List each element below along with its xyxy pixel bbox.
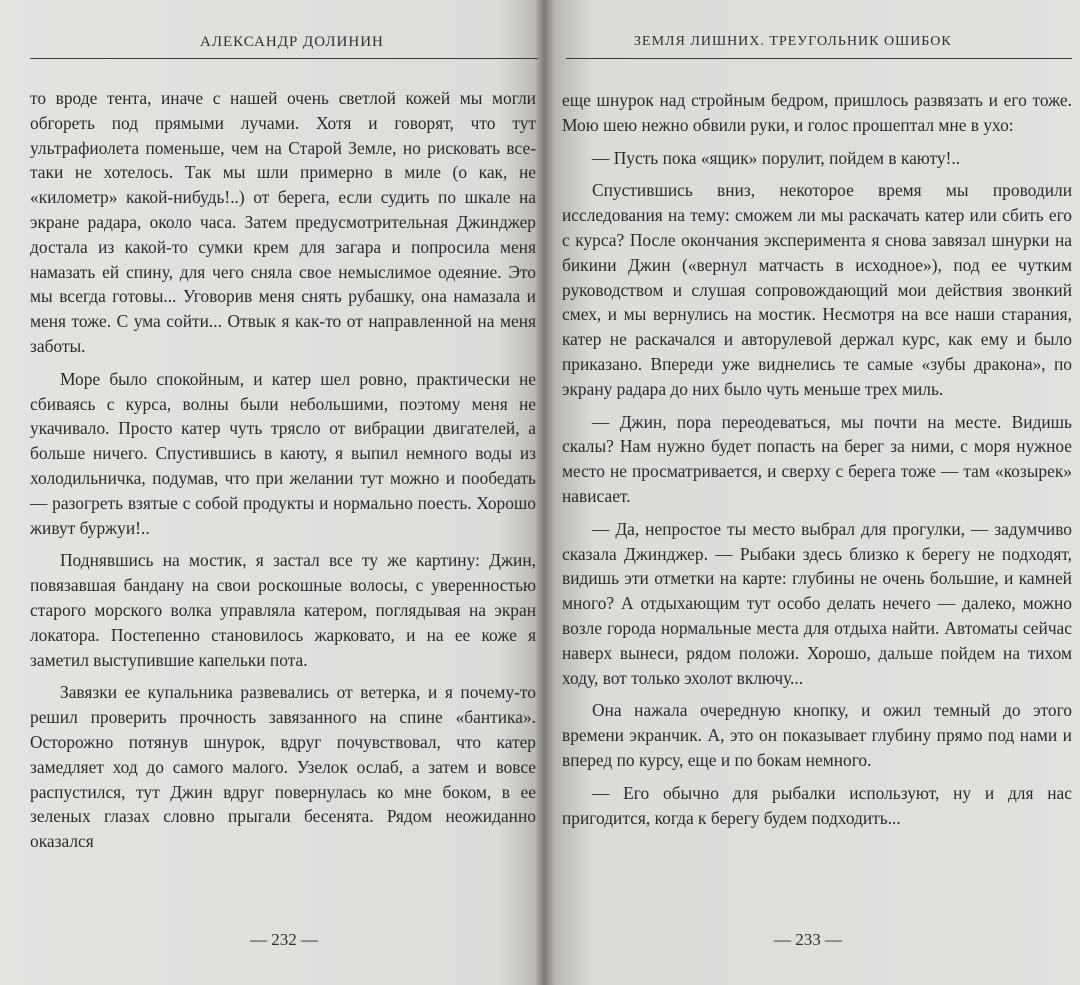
paragraph: Она нажала очередную кнопку, и ожил темный до этого времени экранчик. А, это он показывает глубину прямо под нами и вперед по курсу, еще и по бокам немного. (562, 700, 1072, 770)
page-body (30, 86, 536, 854)
paragraph: Поднявшись на мостик, я застал все ту же картину: Джин, повязавшая бандану на свои роскошные волосы, с уверенностью старого морского волка управляла катером, поглядывая на экран локатора. Постепенно становилось жарковато, и на ее коже я заметил выступившие капельки пота. (30, 550, 536, 670)
header-rule (566, 58, 1072, 59)
paragraph: Завязки ее купальника развевались от ветерка, и я почему-то решил проверить прочность завязанного на спине «бантика». Осторожно потянув шнурок, вдруг почувствовал, что катер замедляет ход до самого малого. Узелок ослаб, а затем и вовсе распустился, тут Джин вдруг повернулась ко мне боком, в ее зеленых глазах словно прыгали бесенята. Рядом неожиданно оказался (30, 682, 536, 852)
paragraph: Спустившись вниз, некоторое время мы проводили исследования на тему: сможем ли мы раскачать катер или сбить его с курса? После окончания эксперимента я снова завязал шнурки на бикини Джин («вернул матчасть в исходное»), под ее чутким руководством и слушая сопровождающий мои действия звонкий смех, и мы вернулись на мостик. Несмотря на все наши старания, катер не раскачался и авторулевой держал курс, как ему и было приказано. Впереди уже виднелись те самые «зубы дракона», по экрану радара до них было чуть меньше трех миль. (562, 180, 1072, 399)
page-number: — 233 — (774, 930, 842, 949)
page-body (562, 88, 1072, 830)
paragraph: — Джин, пора переодеваться, мы почти на месте. Видишь скалы? Нам нужно будет попасть на берег за ними, с моря нужное место не просматривается, и сверху с берега тоже — там «козырек» нависает. (562, 411, 1072, 506)
paragraph: — Да, непростое ты место выбрал для прогулки, — задумчиво сказала Джинджер. — Рыбаки здесь близко к берегу не подходят, видишь эти отметки на карте: глубины не очень большие, и камней много? А отдыхающим тут особо делать нечего — далеко, можно возле города нормальные места для отдыха найти. Автоматы сейчас наверх вынеси, рядом положи. Хорошо, дальше пойдем на тихом ходу, вот только эхолот включу... (562, 518, 1072, 688)
paragraph: то вроде тента, иначе с нашей очень светлой кожей мы могли обгореть под прямыми лучами. Хотя и говорят, что тут ультрафиолета поменьше, чем на Старой Земле, но рисковать все-таки не хотелось. Так мы шли примерно в миле (о как, не «километр» какой-нибудь!..) от берега, если судить по шкале на экране радара, около часа. Затем предусмотрительная Джинджер достала из какой-то сумки крем для загара и попросила меня намазать ей спину, для чего сняла свое немыслимое одеяние. Это мы всегда готовы... Уговорив меня снять рубашку, она намазала и меня тоже. С ума сойти... Отвык я как-то от направленной на меня заботы. (30, 88, 536, 356)
running-head: ЗЕМЛЯ ЛИШНИХ. ТРЕУГОЛЬНИК ОШИБОК (634, 34, 952, 49)
running-head: АЛЕКСАНДР ДОЛИНИН (200, 34, 384, 50)
right-page (552, 0, 1080, 985)
paragraph: Море было спокойным, и катер шел ровно, практически не сбиваясь с курса, волны были небольшими, поэтому меня не укачивало. Просто катер чуть трясло от вибрации двигателей, а больше ничего. Спустившись в каюту, я выпил немного воды из холодильничка, подумав, что при желании тут можно и пообедать — разогреть взятые с собой продукты и нормально поесть. Хорошо живут буржуи!.. (30, 368, 536, 538)
header-rule (30, 58, 538, 59)
paragraph: еще шнурок над стройным бедром, пришлось развязать и его тоже. Мою шею нежно обвили руки, и голос прошептал мне в ухо: (562, 90, 1072, 135)
page-number: — 232 — (250, 930, 318, 949)
paragraph: — Его обычно для рыбалки используют, ну и для нас пригодится, когда к берегу будем подходить... (562, 782, 1072, 828)
paragraph: — Пусть пока «ящик» порулит, пойдем в каюту!.. (592, 147, 961, 168)
